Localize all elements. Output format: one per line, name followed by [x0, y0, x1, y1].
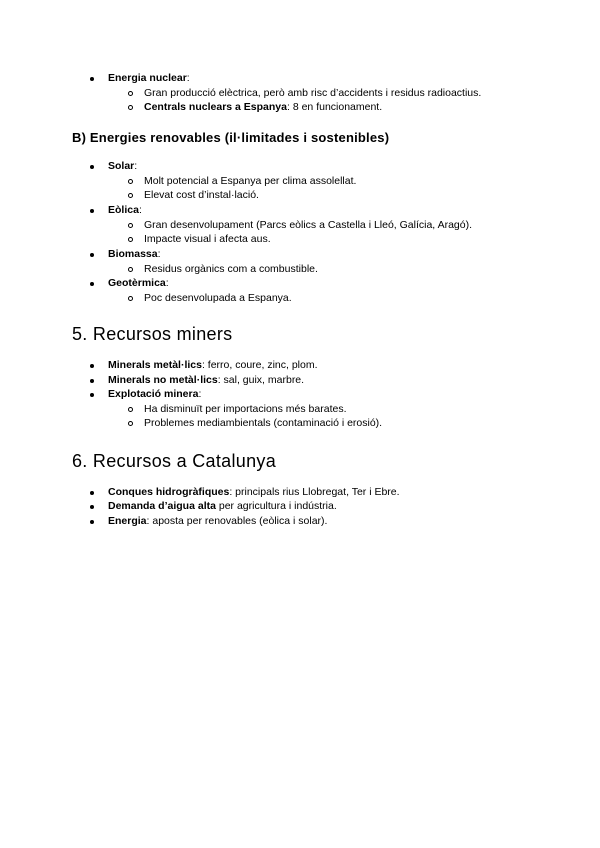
item-label: Eòlica: [108, 204, 139, 216]
sub-item-text: Gran desenvolupament (Parcs eòlics a Castella i Lleó, Galícia, Aragó).: [144, 219, 472, 231]
item-label: Minerals metàl·lics: [108, 359, 202, 371]
item-label: Solar: [108, 160, 135, 172]
item-label: Conques hidrogràfiques: [108, 486, 230, 498]
item-sep: :: [157, 248, 161, 260]
item-text: : ferro, coure, zinc, plom.: [201, 359, 318, 371]
section-heading-miners: 5. Recursos miners: [72, 324, 233, 344]
item-sep: :: [165, 277, 169, 289]
item-label: Minerals no metàl·lics: [108, 374, 218, 386]
item-label: Biomassa: [108, 248, 158, 260]
sub-item-text: Poc desenvolupada a Espanya.: [144, 292, 292, 304]
item-text: : sal, guix, marbre.: [217, 374, 305, 386]
item-label: Explotació minera: [108, 388, 199, 400]
sub-item-text: Molt potencial a Espanya per clima assolellat.: [144, 175, 357, 187]
item-label: Energia: [108, 515, 147, 527]
sub-item-text: Impacte visual i afecta aus.: [144, 233, 271, 245]
sub-item-text: Ha disminuït per importacions més barates.: [144, 403, 347, 415]
sub-item-text: Residus orgànics com a combustible.: [144, 263, 318, 275]
item-sep: :: [198, 388, 202, 400]
sub-item-text: Gran producció elèctrica, però amb risc d’accidents i residus radioactius.: [144, 87, 482, 99]
item-label: Demanda d’aigua alta: [108, 500, 216, 512]
sub-item-label: Centrals nuclears a Espanya: [144, 101, 287, 113]
sub-item-text: Problemes mediambientals (contaminació i erosió).: [144, 417, 383, 429]
item-sep: :: [138, 204, 142, 216]
item-label: Energia nuclear: [108, 72, 187, 84]
sub-item-text: : 8 en funcionament.: [287, 101, 383, 113]
item-sep: :: [134, 160, 138, 172]
item-text: per agricultura i indústria.: [215, 500, 337, 512]
section-heading-renovables: B) Energies renovables (il·limitades i sostenibles): [72, 130, 390, 145]
item-text: : aposta per renovables (eòlica i solar).: [146, 515, 328, 527]
item-text: : principals rius Llobregat, Ter i Ebre.: [229, 486, 400, 498]
item-sep: :: [186, 72, 190, 84]
section-heading-catalunya: 6. Recursos a Catalunya: [72, 451, 277, 471]
sub-item-text: Elevat cost d’instal·lació.: [144, 189, 259, 201]
item-label: Geotèrmica: [108, 277, 166, 289]
